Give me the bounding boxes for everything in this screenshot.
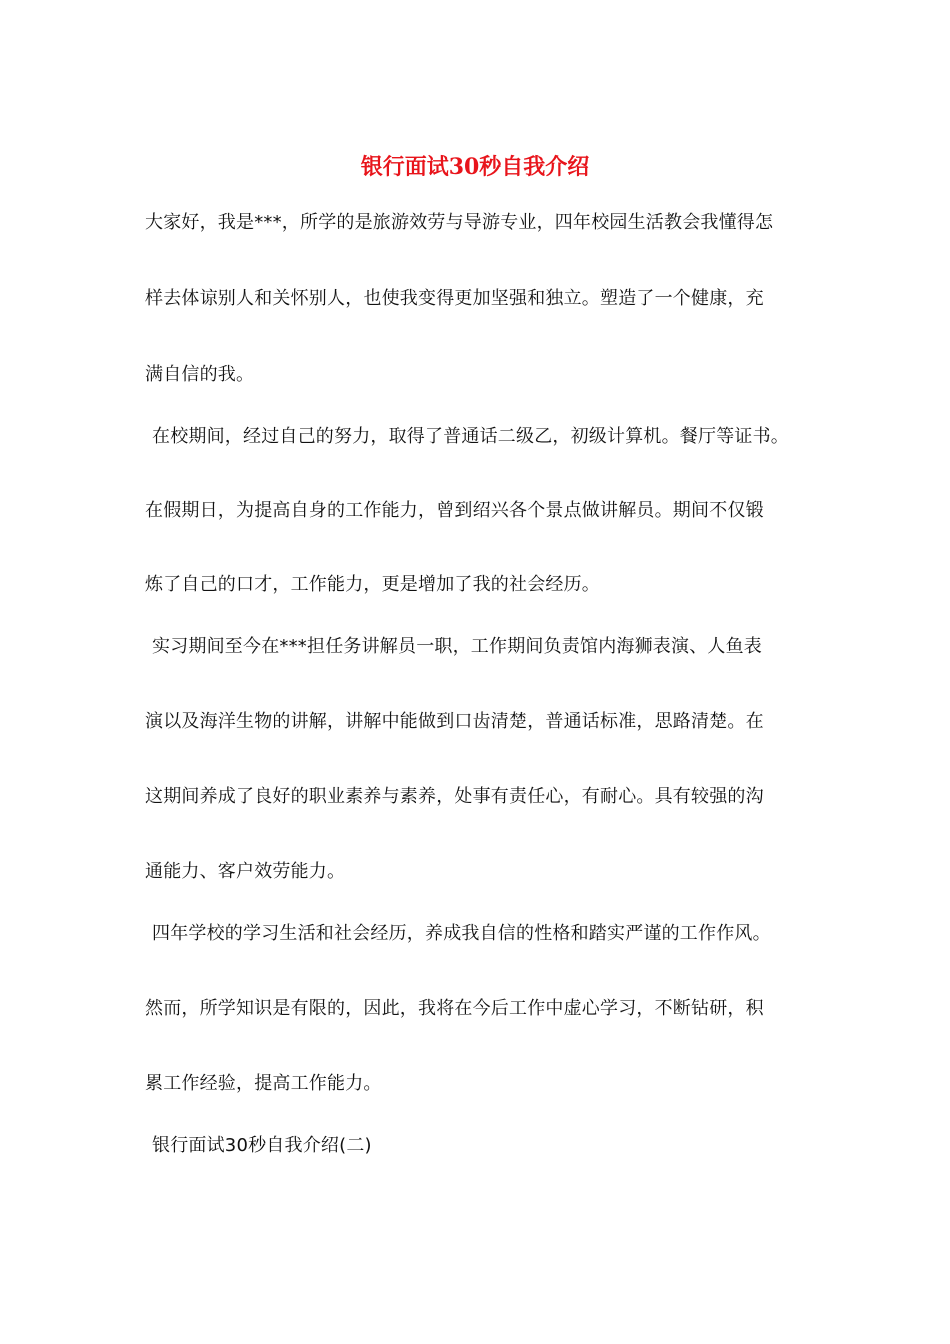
paragraph-4-line-3: 累工作经验，提高工作能力。 (145, 1073, 382, 1094)
paragraph-4-line-2: 然而，所学知识是有限的，因此，我将在今后工作中虚心学习，不断钻研，积 (145, 998, 764, 1019)
section-subheading: 银行面试30秒自我介绍(二) (152, 1135, 372, 1156)
paragraph-4-line-1: 四年学校的学习生活和社会经历，养成我自信的性格和踏实严谨的工作作风。 (152, 923, 771, 944)
document-title: 银行面试30秒自我介绍 (360, 154, 590, 180)
paragraph-3-line-2: 演以及海洋生物的讲解，讲解中能做到口齿清楚，普通话标准，思路清楚。在 (145, 711, 764, 732)
paragraph-1-line-3: 满自信的我。 (145, 364, 255, 385)
paragraph-3-line-1: 实习期间至今在***担任务讲解员一职，工作期间负责馆内海狮表演、人鱼表 (152, 636, 762, 657)
paragraph-3-line-4: 通能力、客户效劳能力。 (145, 861, 346, 882)
paragraph-3-line-3: 这期间养成了良好的职业素养与素养，处事有责任心，有耐心。具有较强的沟 (145, 786, 764, 807)
paragraph-2-line-2: 在假期日，为提高自身的工作能力，曾到绍兴各个景点做讲解员。期间不仅锻 (145, 500, 764, 521)
paragraph-1-line-2: 样去体谅别人和关怀别人，也使我变得更加坚强和独立。塑造了一个健康，充 (145, 288, 764, 309)
paragraph-1-line-1: 大家好，我是***，所学的是旅游效劳与导游专业，四年校园生活教会我懂得怎 (145, 212, 774, 233)
paragraph-2-line-1: 在校期间，经过自己的努力，取得了普通话二级乙，初级计算机。餐厅等证书。 (152, 426, 789, 447)
paragraph-2-line-3: 炼了自己的口才，工作能力，更是增加了我的社会经历。 (145, 574, 600, 595)
